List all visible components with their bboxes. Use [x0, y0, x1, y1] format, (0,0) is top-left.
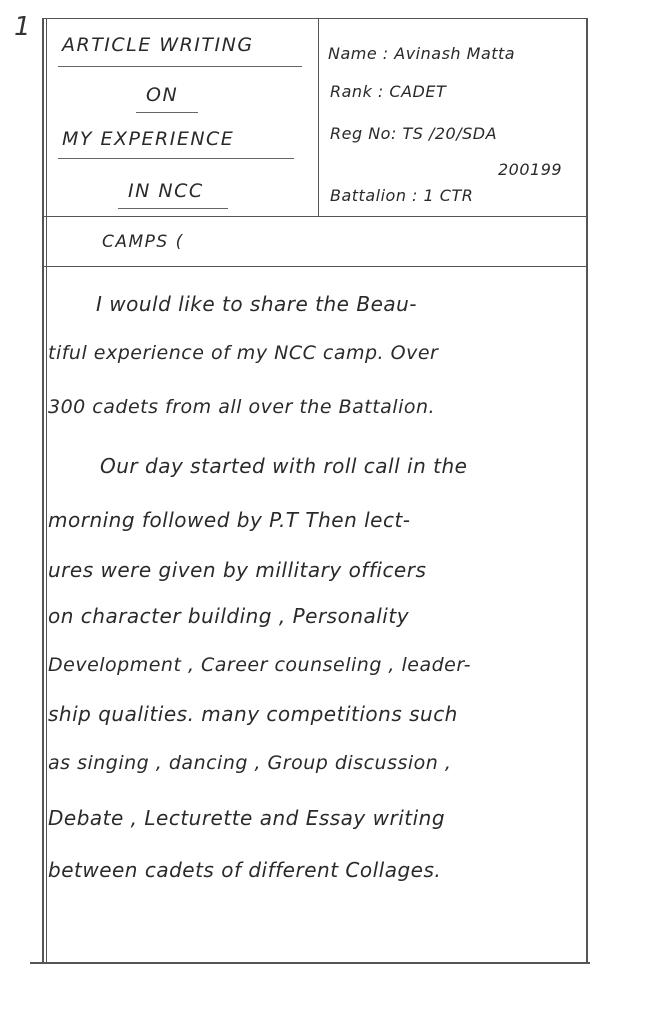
body-line-12: between cadets of different Collages.	[48, 858, 442, 882]
student-reg-no: Reg No: TS /20/SDA	[330, 124, 498, 143]
header-divider-vertical	[318, 18, 319, 216]
student-battalion: Battalion : 1 CTR	[330, 186, 474, 205]
title-underline-4	[118, 208, 228, 209]
body-line-4: Our day started with roll call in the	[100, 454, 468, 478]
title-line-3: MY EXPERIENCE	[62, 128, 235, 150]
body-line-6: ures were given by millitary officers	[48, 558, 427, 582]
student-name: Name : Avinash Matta	[328, 44, 516, 63]
header-divider-horizontal	[42, 216, 588, 217]
title-underline-3	[58, 158, 294, 159]
left-margin-line-inner	[46, 18, 47, 963]
bottom-border-line	[30, 962, 590, 964]
student-rank: Rank : CADET	[330, 82, 447, 101]
body-line-10: as singing , dancing , Group discussion ,	[48, 752, 452, 774]
title-line-4: IN NCC	[128, 180, 204, 202]
title-underline-2	[136, 112, 198, 113]
student-reg-no-cont: 200199	[498, 160, 563, 179]
body-line-2: tiful experience of my NCC camp. Over	[48, 342, 439, 364]
right-border-line	[586, 18, 588, 963]
title-underline-1	[58, 66, 302, 67]
body-line-5: morning followed by P.T Then lect-	[48, 508, 411, 532]
left-margin-line	[42, 18, 44, 963]
top-border-line	[42, 18, 588, 19]
body-line-3: 300 cadets from all over the Battalion.	[48, 396, 436, 418]
camps-divider-horizontal	[42, 266, 588, 267]
page-number-mark: 1	[14, 12, 31, 42]
body-line-9: ship qualities. many competitions such	[48, 702, 458, 726]
body-line-8: Development , Career counseling , leader-	[48, 654, 471, 676]
camps-label: CAMPS (	[102, 232, 184, 252]
body-line-7: on character building , Personality	[48, 604, 410, 628]
body-line-11: Debate , Lecturette and Essay writing	[48, 806, 446, 830]
title-line-1: ARTICLE WRITING	[62, 34, 254, 56]
body-line-1: I would like to share the Beau-	[96, 292, 418, 316]
title-line-2: ON	[146, 84, 179, 106]
